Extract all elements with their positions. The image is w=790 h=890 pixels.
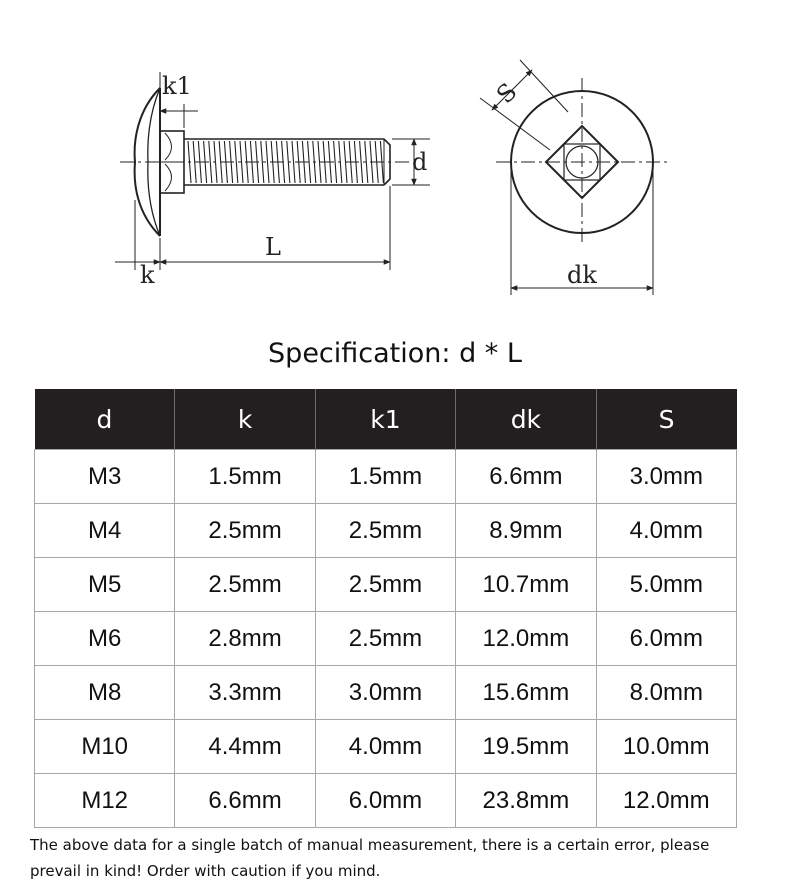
cell-k: 2.8mm	[175, 612, 315, 666]
cell-s: 12.0mm	[596, 774, 736, 828]
table-row	[35, 504, 737, 558]
cell-k: 6.6mm	[175, 774, 315, 828]
cell-k1: 2.5mm	[315, 504, 455, 558]
cell-k: 2.5mm	[175, 558, 315, 612]
cell-dk: 8.9mm	[456, 504, 596, 558]
cell-k: 4.4mm	[175, 720, 315, 774]
thread-line	[266, 141, 269, 183]
col-header-s: S	[596, 389, 736, 450]
cell-s: 8.0mm	[596, 666, 736, 720]
cell-d: M8	[35, 666, 175, 720]
cell-d: M6	[35, 612, 175, 666]
cell-k1: 1.5mm	[315, 450, 455, 504]
cell-d: M12	[35, 774, 175, 828]
label-L: L	[265, 233, 281, 261]
thread-line	[235, 141, 238, 183]
cell-s: 6.0mm	[596, 612, 736, 666]
cell-s: 4.0mm	[596, 504, 736, 558]
col-header-d: d	[35, 389, 175, 450]
cell-dk: 23.8mm	[456, 774, 596, 828]
disclaimer-note: The above data for a single batch of manual measurement, there is a certain error, please prevail in kind! Order with caution if you mind.	[30, 836, 710, 880]
cell-dk: 12.0mm	[456, 612, 596, 666]
table-row	[35, 666, 737, 720]
cell-s: 3.0mm	[596, 450, 736, 504]
table-row	[35, 612, 737, 666]
technical-drawing	[0, 0, 790, 330]
col-header-k1: k1	[315, 389, 455, 450]
thread-line	[360, 141, 363, 183]
bolt-drawing-svg	[0, 0, 790, 330]
cell-k1: 4.0mm	[315, 720, 455, 774]
label-d: d	[412, 148, 428, 176]
cell-k1: 2.5mm	[315, 558, 455, 612]
cell-k: 1.5mm	[175, 450, 315, 504]
cell-k: 2.5mm	[175, 504, 315, 558]
thread-line	[292, 141, 295, 183]
cell-k1: 6.0mm	[315, 774, 455, 828]
table-header-row	[35, 389, 737, 450]
spec-table	[34, 389, 737, 828]
cell-dk: 15.6mm	[456, 666, 596, 720]
label-dk: dk	[567, 261, 597, 289]
label-k1: k1	[162, 72, 192, 100]
cell-dk: 6.6mm	[456, 450, 596, 504]
label-S: S	[491, 77, 523, 109]
col-header-dk: dk	[456, 389, 596, 450]
cell-k1: 3.0mm	[315, 666, 455, 720]
thread-line	[209, 141, 212, 183]
cell-d: M4	[35, 504, 175, 558]
cell-k: 3.3mm	[175, 666, 315, 720]
cell-d: M5	[35, 558, 175, 612]
cell-dk: 10.7mm	[456, 558, 596, 612]
table-row	[35, 558, 737, 612]
label-k: k	[140, 261, 155, 289]
col-header-k: k	[175, 389, 315, 450]
cell-d: M10	[35, 720, 175, 774]
cell-s: 5.0mm	[596, 558, 736, 612]
cell-dk: 19.5mm	[456, 720, 596, 774]
cell-k1: 2.5mm	[315, 612, 455, 666]
cell-s: 10.0mm	[596, 720, 736, 774]
specification-title: Specification: d * L	[268, 338, 522, 369]
table-row	[35, 450, 737, 504]
cell-d: M3	[35, 450, 175, 504]
table-row	[35, 720, 737, 774]
thread-line	[334, 141, 337, 183]
table-row	[35, 774, 737, 828]
